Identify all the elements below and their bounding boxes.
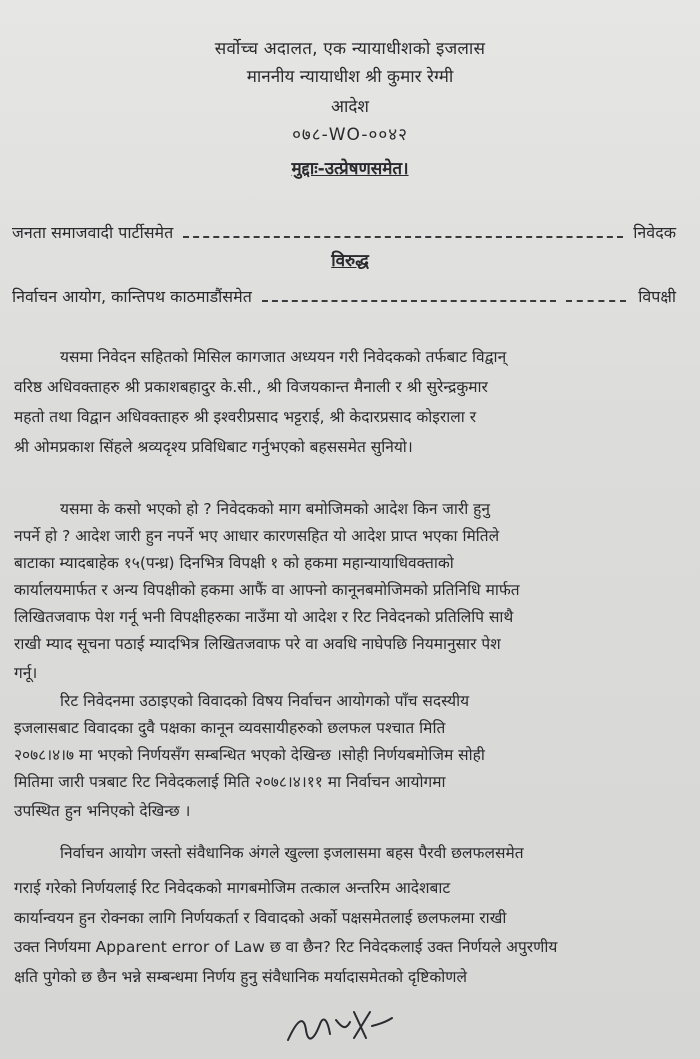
court-name: सर्वोच्च अदालत, एक न्यायाधीशको इजलास [214, 39, 486, 59]
handwritten-signature [284, 1000, 394, 1050]
body-line: श्री ओमप्रकाश सिंहले श्रव्यदृश्य प्रविधिबाट गर्नुभएको बहससमेत सुनियो। [14, 438, 413, 456]
body-line: कार्यान्वयन हुन रोक्नका लागि निर्णयकर्ता र विवादको अर्को पक्षसमेतलाई छलफलमा राखी [14, 909, 507, 927]
body-line: लिखितजवाफ पेश गर्नू भनी विपक्षीहरुका नाउँमा यो आदेश र रिट निवेदनको प्रतिलिपि साथै [14, 608, 514, 626]
body-line: यसमा के कसो भएको हो ? निवेदकको माग बमोजिमको आदेश किन जारी हुनु [60, 500, 491, 518]
body-line: उपस्थित हुन भनिएको देखिन्छ । [14, 802, 191, 820]
order-title: आदेश [331, 97, 369, 117]
petitioner-row [12, 220, 676, 244]
body-line: नपर्ने हो ? आदेश जारी हुन नपर्ने भए आधार कारणसहित यो आदेश प्राप्त भएका मितिले [14, 527, 500, 545]
body-line: २०७८।४।७ मा भएको निर्णयसँग सम्बन्धित भएको देखिन्छ ।सोही निर्णयबमोजिम सोही [14, 746, 485, 764]
body-line: मितिमा जारी पत्रबाट रिट निवेदकलाई मिति २०७८।४।११ मा निर्वाचन आयोगमा [14, 773, 446, 791]
case-number: ०७८-WO-००४२ [292, 125, 408, 145]
dashed-leader [183, 226, 623, 238]
body-line: रिट निवेदनमा उठाइएको विवादको विषय निर्वाचन आयोगको पाँच सदस्यीय [60, 692, 470, 710]
body-line: इजलासबाट विवादका दुवै पक्षका कानून व्यवसायीहरुको छलफल पश्चात मिति [14, 719, 446, 737]
body-line: यसमा निवेदन सहितको मिसिल कागजात अध्ययन गरी निवेदकको तर्फबाट विद्वान् [60, 348, 507, 366]
respondent-role: विपक्षी [638, 287, 676, 306]
respondent-name: निर्वाचन आयोग, कान्तिपथ काठमाडौंसमेत [12, 287, 252, 306]
body-line: वरिष्ठ अधिवक्ताहरु श्री प्रकाशबहादुर के.सी., श्री विजयकान्त मैनाली र श्री सुरेन्द्रकुमार [14, 378, 488, 396]
body-line: महतो तथा विद्वान अधिवक्ताहरु श्री इश्वरीप्रसाद भट्टराई, श्री केदारप्रसाद कोइराला र [14, 408, 477, 426]
petitioner-name: जनता समाजवादी पार्टीसमेत [12, 223, 174, 242]
body-line: बाटाका म्यादबाहेक १५(पन्ध्र) दिनभित्र विपक्षी १ को हकमा महान्यायाधिवक्ताको [14, 554, 454, 572]
justice-name: माननीय न्यायाधीश श्री कुमार रेग्मी [246, 67, 454, 87]
case-subject: मुद्दाः-उत्प्रेषणसमेत। [291, 159, 409, 179]
body-line: गर्नू। [14, 664, 38, 682]
dashed-leader [262, 290, 556, 302]
body-line: राखी म्याद सूचना पठाई म्यादभित्र लिखितजवाफ परे वा अवधि नाघेपछि नियमानुसार पेश [14, 635, 501, 653]
body-line: कार्यालयमार्फत र अन्य विपक्षीको हकमा आफैं वा आफ्नो कानूनबमोजिमको प्रतिनिधि मार्फत [14, 581, 520, 599]
petitioner-role: निवेदक [633, 223, 676, 242]
body-line: गराई गरेको निर्णयलाई रिट निवेदकको मागबमोजिम तत्काल अन्तरिम आदेशबाट [14, 879, 451, 897]
body-line: उक्त निर्णयमा Apparent error of Law छ वा छैन? रिट निवेदकलाई उक्त निर्णयले अपुरणीय [14, 938, 558, 956]
body-line: क्षति पुगेको छ छैन भन्ने सम्बन्धमा निर्णय हुनु संवैधानिक मर्यादासमेतको दृष्टिकोणले [14, 968, 467, 986]
respondent-row [12, 284, 676, 308]
versus-label: विरुद्ध [331, 251, 369, 271]
dashed-leader-short [566, 290, 626, 302]
body-line: निर्वाचन आयोग जस्तो संवैधानिक अंगले खुल्ला इजलासमा बहस पैरवी छलफलसमेत [60, 844, 524, 862]
